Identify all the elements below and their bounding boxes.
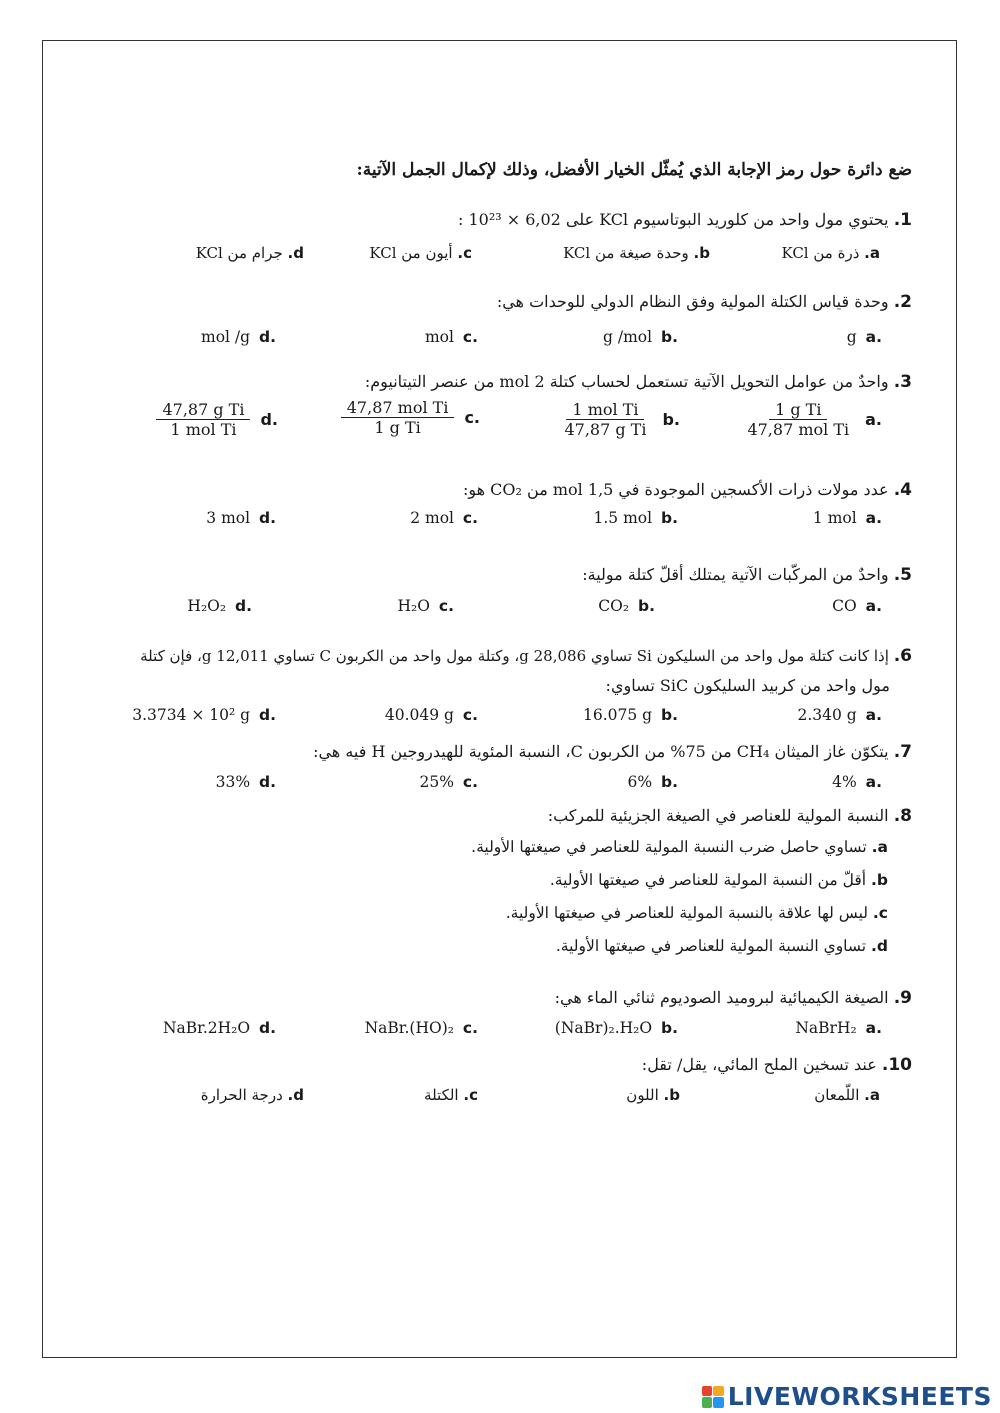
- numerator: 1 mol Ti: [566, 400, 644, 420]
- question-text: الصيغة الكيميائية لبروميد الصوديوم ثنائي الماء هي:: [554, 988, 889, 1007]
- question-number: 5.: [893, 565, 912, 585]
- option-letter: a.: [865, 328, 882, 346]
- denominator: 47,87 g Ti: [564, 420, 647, 439]
- q6-option-c[interactable]: [385, 706, 478, 724]
- option-text: CO₂: [598, 597, 630, 615]
- option-letter: d.: [259, 328, 276, 346]
- q2-option-a[interactable]: [847, 328, 882, 346]
- question-3: [365, 372, 912, 392]
- logo-mark-icon: [702, 1386, 724, 1408]
- option-text: NaBr.2H₂O: [162, 1019, 251, 1037]
- option-text: جرام من KCl: [195, 244, 283, 262]
- option-text: 1 mol: [812, 509, 857, 527]
- denominator: 1 g Ti: [374, 418, 421, 437]
- option-letter: b.: [663, 1086, 680, 1104]
- q10-option-d[interactable]: [201, 1086, 304, 1104]
- q5-option-c[interactable]: [398, 597, 454, 615]
- brand-name: LIVEWORKSHEETS: [727, 1382, 992, 1411]
- option-text: mol: [424, 328, 454, 346]
- option-text: أيون من KCl: [369, 244, 453, 262]
- question-text: إذا كانت كتلة مول واحد من السليكون Si تساوي 28,086 g، وكتلة مول واحد من الكربون C تساوي 12,011 g، فإن كتلة: [140, 647, 889, 665]
- option-letter: d.: [260, 410, 278, 429]
- option-text: درجة الحرارة: [200, 1086, 283, 1104]
- question-6-continued: مول واحد من كربيد السليكون SiC تساوي:: [605, 676, 890, 695]
- q2-option-b[interactable]: [603, 328, 678, 346]
- q8-option-b[interactable]: [550, 871, 888, 889]
- option-letter: c.: [872, 904, 888, 922]
- option-letter: b.: [661, 1019, 678, 1037]
- option-letter: c.: [462, 706, 478, 724]
- question-text: وحدة قياس الكتلة المولية وفق النظام الدولي للوحدات هي:: [496, 292, 889, 311]
- option-text: 2 mol: [410, 509, 454, 527]
- q1-option-a[interactable]: [782, 244, 880, 262]
- option-letter: c.: [463, 1086, 478, 1104]
- option-text: اللّمعان: [814, 1086, 860, 1104]
- q2-option-d[interactable]: [201, 328, 276, 346]
- option-letter: c.: [462, 328, 478, 346]
- fraction: [558, 400, 652, 439]
- option-text: 6%: [627, 773, 653, 791]
- option-text: mol /g: [201, 328, 251, 346]
- option-text: اللون: [626, 1086, 659, 1104]
- q1-option-c[interactable]: [369, 244, 472, 262]
- option-text: ليس لها علاقة بالنسبة المولية للعناصر في صيغتها الأولية.: [505, 904, 868, 922]
- option-letter: b.: [662, 410, 680, 429]
- option-letter: a.: [865, 509, 882, 527]
- option-text: 33%: [215, 773, 251, 791]
- q5-option-d[interactable]: [187, 597, 252, 615]
- option-letter: d.: [259, 773, 276, 791]
- question-number: 10.: [881, 1055, 912, 1075]
- fraction: [341, 398, 455, 437]
- option-letter: d.: [871, 937, 888, 955]
- option-text: تساوي النسبة المولية للعناصر في صيغتها الأولية.: [555, 937, 867, 955]
- question-4: [463, 480, 912, 500]
- option-letter: b.: [871, 871, 888, 889]
- denominator: 47,87 mol Ti: [747, 420, 850, 439]
- option-text: 40.049 g: [384, 706, 454, 724]
- question-text: النسبة المولية للعناصر في الصيغة الجزيئية للمركب:: [547, 806, 889, 825]
- option-letter: d.: [287, 1086, 304, 1104]
- q9-option-c[interactable]: [365, 1019, 478, 1037]
- q1-option-b[interactable]: [563, 244, 710, 262]
- numerator: 47,87 g Ti: [156, 400, 250, 420]
- q8-option-a[interactable]: [471, 838, 888, 856]
- option-letter: a.: [865, 410, 882, 429]
- option-letter: c.: [462, 773, 478, 791]
- option-text: (NaBr)₂.H₂O: [554, 1019, 653, 1037]
- q10-option-b[interactable]: [626, 1086, 680, 1104]
- question-number: 7.: [893, 742, 912, 762]
- option-letter: c.: [457, 244, 472, 262]
- option-text: ذرة من KCl: [781, 244, 860, 262]
- option-letter: b.: [693, 244, 710, 262]
- option-letter: a.: [871, 838, 888, 856]
- option-letter: d.: [287, 244, 304, 262]
- question-text: عدد مولات ذرات الأكسجين الموجودة في 1,5 mol من CO₂ هو:: [462, 480, 889, 499]
- option-text: 4%: [832, 773, 857, 791]
- option-text: وحدة صيغة من KCl: [563, 244, 689, 262]
- q9-option-b[interactable]: [555, 1019, 678, 1037]
- q4-option-a[interactable]: [813, 509, 882, 527]
- option-letter: b.: [638, 597, 655, 615]
- q4-option-d[interactable]: [206, 509, 276, 527]
- option-text: H₂O: [397, 597, 430, 615]
- option-text: 3 mol: [206, 509, 251, 527]
- q4-option-c[interactable]: [410, 509, 478, 527]
- option-letter: a.: [865, 773, 882, 791]
- option-letter: b.: [661, 509, 678, 527]
- option-text: g: [846, 328, 857, 346]
- option-text: 16.075 g: [582, 706, 653, 724]
- numerator: 47,87 mol Ti: [341, 398, 455, 418]
- option-letter: d.: [259, 509, 276, 527]
- question-number: 6.: [893, 646, 912, 666]
- fraction: [741, 400, 855, 439]
- option-text: NaBrH₂: [795, 1019, 857, 1037]
- q2-option-c[interactable]: [425, 328, 478, 346]
- question-9: [555, 988, 912, 1008]
- q3-option-d[interactable]: [156, 400, 278, 439]
- page-border: [42, 40, 957, 1358]
- numerator: 1 g Ti: [769, 400, 827, 420]
- question-number: 9.: [893, 988, 912, 1008]
- fraction: [156, 400, 250, 439]
- liveworksheets-logo[interactable]: [702, 1382, 992, 1411]
- q7-option-d[interactable]: [216, 773, 276, 791]
- option-text: الكتلة: [424, 1086, 459, 1104]
- option-letter: a.: [865, 1019, 882, 1037]
- option-text: g /mol: [603, 328, 653, 346]
- q3-option-b[interactable]: [558, 400, 680, 439]
- option-letter: c.: [464, 408, 480, 427]
- question-text: واحدٌ من عوامل التحويل الآتية تستعمل لحساب كتلة 2 mol من عنصر التيتانيوم:: [364, 372, 889, 391]
- option-letter: d.: [259, 706, 276, 724]
- question-2: [497, 292, 912, 312]
- q10-option-a[interactable]: [814, 1086, 880, 1104]
- denominator: 1 mol Ti: [170, 420, 237, 439]
- question-text: عند تسخين الملح المائي، يقل/ تقل:: [641, 1055, 877, 1074]
- q6-option-b[interactable]: [583, 706, 678, 724]
- option-text: 1.5 mol: [593, 509, 653, 527]
- question-number: 2.: [893, 292, 912, 312]
- option-letter: b.: [661, 773, 678, 791]
- question-number: 8.: [893, 806, 912, 826]
- q4-option-b[interactable]: [594, 509, 679, 527]
- option-letter: d.: [259, 1019, 276, 1037]
- question-text: واحدٌ من المركّبات الآتية يمتلك أقلّ كتلة مولية:: [582, 565, 889, 584]
- q6-option-a[interactable]: [797, 706, 882, 724]
- q3-option-a[interactable]: [741, 400, 882, 439]
- q5-option-a[interactable]: [832, 597, 882, 615]
- option-text: 3.3734 × 10² g: [132, 706, 251, 724]
- option-letter: a.: [865, 597, 882, 615]
- option-text: H₂O₂: [187, 597, 227, 615]
- q8-option-d[interactable]: [556, 937, 888, 955]
- option-letter: c.: [462, 509, 478, 527]
- option-letter: d.: [235, 597, 252, 615]
- question-text: يتكوّن غاز الميثان CH₄ من 75% من الكربون C، النسبة المئوية للهيدروجين H فيه هي:: [313, 742, 889, 761]
- question-6: [140, 646, 912, 666]
- question-text: يحتوي مول واحد من كلوريد البوتاسيوم KCl على 6,02 × 10²³ :: [457, 210, 889, 229]
- option-letter: b.: [661, 328, 678, 346]
- question-7: [313, 742, 912, 762]
- option-letter: b.: [661, 706, 678, 724]
- option-text: 25%: [419, 773, 454, 791]
- option-text: 2.340 g: [797, 706, 857, 724]
- question-number: 3.: [893, 372, 912, 392]
- option-text: CO: [832, 597, 857, 615]
- q10-option-c[interactable]: [424, 1086, 478, 1104]
- q9-option-a[interactable]: [795, 1019, 882, 1037]
- option-text: تساوي حاصل ضرب النسبة المولية للعناصر في صيغتها الأولية.: [471, 838, 867, 856]
- question-8: [548, 806, 912, 826]
- option-letter: a.: [864, 1086, 880, 1104]
- option-letter: a.: [864, 244, 880, 262]
- question-10: [642, 1055, 912, 1075]
- q6-option-d[interactable]: [132, 706, 276, 724]
- question-number: 4.: [893, 480, 912, 500]
- q7-option-a[interactable]: [832, 773, 882, 791]
- option-letter: c.: [438, 597, 454, 615]
- option-text: NaBr.(HO)₂: [364, 1019, 454, 1037]
- option-letter: c.: [462, 1019, 478, 1037]
- instructions: ضع دائرة حول رمز الإجابة الذي يُمثّل الخيار الأفضل، وذلك لإكمال الجمل الآتية:: [356, 160, 912, 180]
- option-letter: a.: [865, 706, 882, 724]
- q9-option-d[interactable]: [163, 1019, 276, 1037]
- q7-option-c[interactable]: [420, 773, 478, 791]
- question-5: [582, 565, 912, 585]
- q3-option-c[interactable]: [341, 398, 480, 437]
- q1-option-d[interactable]: [196, 244, 304, 262]
- question-1: [458, 210, 912, 230]
- option-text: أقلّ من النسبة المولية للعناصر في صيغتها الأولية.: [549, 871, 867, 889]
- q7-option-b[interactable]: [627, 773, 678, 791]
- q8-option-c[interactable]: [506, 904, 888, 922]
- q5-option-b[interactable]: [598, 597, 655, 615]
- question-number: 1.: [893, 210, 912, 230]
